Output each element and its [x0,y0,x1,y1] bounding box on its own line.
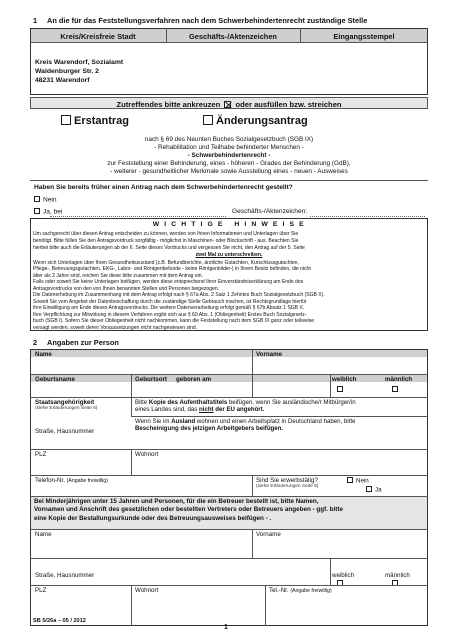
notes-line: Antragsvordrucks von den von Ihnen benannten Stellen und Personen beigezogen. [33,285,220,292]
first-application-option[interactable] [61,115,129,127]
guardian-city-field[interactable] [132,595,264,625]
section-title: An die für das Feststellungsverfahren nach dem Schwerbehindertenrecht zuständige Stelle [47,16,368,25]
address-line: 48231 Warendorf [35,77,90,84]
checkbox-icon[interactable] [34,208,40,214]
zip-field[interactable] [31,459,130,474]
legal-line: - Schwerbehindertenrecht - [187,152,271,160]
phone-label: Telefon-Nr. (Angabe freiwillig) [35,477,108,484]
notes-line: Soweit Sie vom Angebot der Datenbeschaffung durch die zuständige Stelle Gebrauch machen, ist Rechtsgrundlage hierfür [33,298,307,305]
street-label: Straße, Hausnummer [35,428,95,435]
city-label: Wohnort [135,451,159,458]
notes-line: Die Datenerhebung im Zusammenhang mit dem Antrag erfolgt nach § 67a Abs. 2 Satz 1 Zehntes Buch Sozialgesetzbuch (SGB X). [33,292,325,299]
notes-line: Ihre Verpflichtung zur Mitwirkung in diesem Verfahren ergibt sich aus § 60 Abs. 1 (Obliegenheit) Erstes Buch Sozialgesetz- [33,311,307,318]
name-label: Name [35,350,52,358]
notes-line: Pflege-, Betreuungsgutachten, EKG-, Labor- und Röntgenbefunde - keine Röntgenbilder-) in Ihrem Besitz befinden, die nicht [33,266,311,273]
previous-application-question: Haben Sie bereits früher einen Antrag nach dem Schwerbehindertenrecht gestellt? [34,184,293,191]
checkbox-icon[interactable] [203,115,213,125]
instruction-text [30,100,428,109]
firstname-field[interactable] [253,358,427,373]
guardian-name-label: Name [35,531,52,538]
address-line: Kreis Warendorf, Sozialamt [35,59,124,66]
instruction-before: Zutreffendes bitte ankreuzen [116,99,221,109]
guardian-line: Vornamen und Anschrift des gesetzlichen oder bestellten Vertreters oder Betreuers angeben - ggf. bitte [34,506,343,514]
employed-question: Sind Sie erwerbstätig? [256,477,318,484]
legal-line: zur Feststellung einer Behinderung, eines - höheren - Grades der Behinderung (GdB), [107,160,351,168]
notes-line: hierbei bitte auch die Erläuterungen ab der 6. Seite dieses Vordrucks und vergessen Sie nicht, den Antrag auf der 5. Seite [33,244,305,251]
address-line: Waldenburger Str. 2 [35,68,99,75]
notes-paragraph-1 [33,231,425,259]
birthplace-label: Geburtsort [135,375,167,383]
guardian-phone-label: Tel.-Nr. (Angabe freiwillig) [269,587,332,594]
form-code: SB 5/26a – 05 / 2012 [33,618,86,624]
first-application-label: Erstantrag [74,115,130,127]
guardian-street-field[interactable] [31,560,329,570]
guardian-instruction [34,498,343,523]
phone-field[interactable] [31,485,251,495]
city-field[interactable] [132,459,427,474]
employed-no-option[interactable]: Nein [347,477,369,485]
change-application-option[interactable] [203,115,308,127]
section-number: 2 [33,338,38,347]
legal-basis-text [30,136,428,176]
male-label: männlich [385,375,413,383]
male-checkbox[interactable] [392,386,398,392]
checkbox-icon[interactable] [347,477,353,483]
guardian-phone-field[interactable] [266,595,427,625]
section-1-heading [33,16,367,25]
nationality-note: (siehe Erläuterungen Seite 6) [35,406,98,411]
guardian-firstname-label: Vorname [256,531,281,538]
legal-line: - weiterer - gesundheitlicher Merkmale sowie Ausstellung eines - neuen - Ausweises [110,168,348,176]
notes-line: benötigt. Bitte füllen Sie den Antragsvordruck sorgfältig - möglichst in Maschinen- oder Blockschrift - aus. Beachten Sie [33,237,299,244]
notes-line: Ihre Einwilligung am Ende dieses Antragsvordrucks. Die weitere Datenverarbeitung erfolgt gemäß § 67b Absatz 1 SGB X. [33,305,305,312]
notes-paragraph-2 [33,260,425,332]
abroad-employer-note: Wenn Sie im Ausland wohnen und einen Arbeitsplatz in Deutschland haben, bitte Bescheinigung des jetzigen Arbeitgebers beifügen. [135,417,356,433]
guardian-city-label: Wohnort [135,587,159,594]
sign-twice-note: zwei Mal zu unterschreiben. [195,251,263,258]
guardian-line: eine Kopie der Bestallungsurkunde oder des Betreuungsausweises beifügen - . [34,514,272,522]
employed-yes-option[interactable]: Ja [366,486,382,494]
page-number: 1 [224,624,228,631]
checkbox-icon[interactable] [366,486,372,492]
nationality-label: Staatsangehörigkeit [35,399,95,406]
guardian-name-field[interactable] [31,539,251,557]
legal-line: nach § 69 des Neunten Buches Sozialgesetzbuch (SGB IX) [144,136,314,143]
guardian-line: Bei Minderjährigen unter 15 Jahren und Personen, für die ein Betreuer bestellt ist, bitte Namen, [34,498,319,505]
previous-file-reference-label: Geschäfts-/Aktenzeichen: [232,208,308,215]
guardian-firstname-field[interactable] [253,539,427,557]
residence-permit-note: Bitte Kopie des Aufenthaltstitels beifügen, wenn Sie ausländische/r Mitbürger/in eines Landes sind, das nicht der EU angehört. [135,398,356,414]
section-2-heading [33,338,119,347]
guardian-male-label: männlich [385,572,410,579]
guardian-zip-label: PLZ [35,587,47,594]
column-receipt-stamp: Eingangsstempel [333,31,395,41]
previous-no-label: Nein [43,196,57,204]
previous-yes-option[interactable] [34,208,62,216]
birthdate-label: geboren am [176,375,212,383]
section-number: 1 [33,16,38,25]
female-label: weiblich [332,375,357,383]
previous-no-option[interactable] [34,196,57,204]
notes-line: Um sachgerecht über diesen Antrag entscheiden zu können, werden von Ihnen Informationen und Unterlagen über Sie [33,230,299,237]
previous-authority-field[interactable] [50,216,226,217]
notes-line: buch (SGB I). Sofern Sie dieser Obliegenheit nicht nachkommen, kann die Feststellung nach dem SGB IX ganz oder teilweise [33,318,315,325]
zip-label: PLZ [35,451,47,458]
firstname-label: Vorname [256,350,283,358]
authority-address [35,58,123,85]
section-title: Angaben zur Person [47,338,119,347]
checked-box-icon [224,101,231,108]
checkbox-icon[interactable] [34,196,40,202]
street-field[interactable] [31,436,427,448]
instruction-after: oder ausfüllen bzw. streichen [235,99,342,109]
legal-line: - Rehabilitation und Teilhabe behinderter Menschen - [154,144,304,152]
employed-note: (siehe Erläuterungen Seite 6) [256,484,319,489]
checkbox-icon[interactable] [61,115,71,125]
column-file-reference: Geschäfts-/Aktenzeichen [189,31,277,41]
previous-yes-label: Ja, bei [43,208,63,216]
female-checkbox[interactable] [337,386,343,392]
column-authority: Kreis/Kreisfreie Stadt [60,31,136,41]
notes-heading: W I C H T I G E H I N W E I S E [152,221,306,228]
notes-line: Wenn sich Unterlagen über Ihren Gesundheitszustand (z.B. Befundberichte, ärztliche Gutachten, Kurschlussgutachten, [33,259,299,266]
change-application-label: Änderungsantrag [216,115,308,127]
guardian-street-label: Straße, Hausnummer [35,572,95,579]
notes-line: Falls oder soweit Sie keine Unterlagen beifügen, werden diese entsprechend Ihrer Einverständniserklärung am Ende des [33,279,304,286]
name-field[interactable] [31,358,251,373]
birthname-label: Geburtsname [35,375,75,383]
previous-file-reference-field[interactable] [310,216,425,217]
notes-line: älter als 2 Jahre sind, reichen Sie diese bitte zusammen mit dem Antrag ein. [33,272,203,279]
guardian-female-label: weiblich [332,572,355,579]
notes-line: versagt werden, soweit deren Voraussetzungen nicht nachgewiesen sind. [33,324,198,331]
